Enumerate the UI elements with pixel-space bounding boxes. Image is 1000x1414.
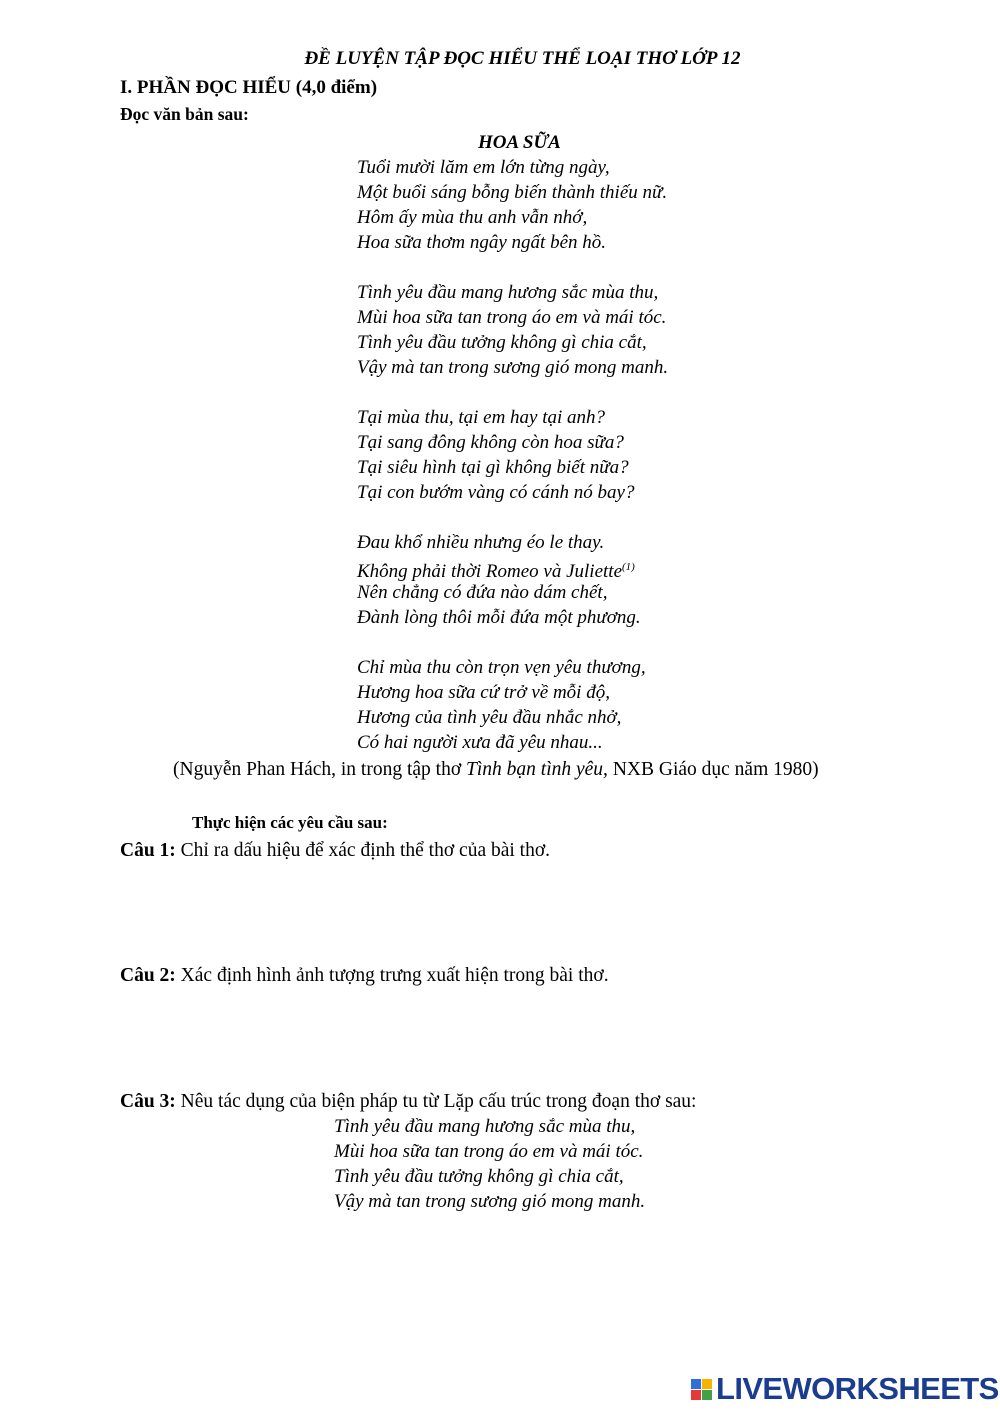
question-3-excerpt: [334, 1114, 894, 1214]
excerpt-line: Tình yêu đầu mang hương sắc mùa thu,: [334, 1116, 636, 1137]
poem-line: Tuổi mười lăm em lớn từng ngày,: [357, 157, 610, 178]
poem-line: Đau khổ nhiều nhưng éo le thay.: [357, 532, 605, 553]
poem-stanza: [357, 155, 917, 255]
poem-line: Một buổi sáng bỗng biến thành thiếu nữ.: [357, 182, 668, 203]
poem-line: Mùi hoa sữa tan trong áo em và mái tóc.: [357, 307, 667, 328]
footnote-marker: (1): [622, 561, 635, 573]
poem-line: Hoa sữa thơm ngây ngất bên hồ.: [357, 232, 607, 253]
section-heading: I. PHẦN ĐỌC HIỂU (4,0 điểm): [120, 77, 378, 98]
poem-line: Có hai người xưa đã yêu nhau...: [357, 732, 603, 753]
liveworksheets-logo: [691, 1372, 999, 1406]
question-text: Chỉ ra dấu hiệu để xác định thể thơ của bài thơ.: [175, 840, 551, 861]
citation-book: Tình bạn tình yêu,: [466, 759, 608, 780]
poem-line: Tại con bướm vàng có cánh nó bay?: [357, 482, 635, 503]
reading-instruction: Đọc văn bản sau:: [120, 104, 249, 124]
logo-square-blue: [691, 1379, 701, 1389]
poem-line: [357, 555, 917, 580]
page-title: ĐỀ LUYỆN TẬP ĐỌC HIỂU THỂ LOẠI THƠ LỚP 12: [304, 48, 741, 69]
poem-stanza: [357, 405, 917, 505]
poem-line: Đành lòng thôi mỗi đứa một phương.: [357, 607, 641, 628]
question-label: Câu 3:: [120, 1091, 176, 1112]
poem-line: Tình yêu đầu mang hương sắc mùa thu,: [357, 282, 659, 303]
poem-stanza: [357, 655, 917, 755]
question-3: [120, 1091, 696, 1113]
question-label: Câu 2:: [120, 965, 176, 986]
question-text: Xác định hình ảnh tượng trưng xuất hiện trong bài thơ.: [175, 965, 609, 986]
poem-stanza: [357, 280, 917, 380]
poem-stanza: [357, 530, 917, 630]
excerpt-line: Vậy mà tan trong sương gió mong manh.: [334, 1191, 646, 1212]
poem-line: Hôm ấy mùa thu anh vẫn nhớ,: [357, 207, 588, 228]
poem-line: Tình yêu đầu tưởng không gì chia cắt,: [357, 332, 647, 353]
excerpt-line: Mùi hoa sữa tan trong áo em và mái tóc.: [334, 1141, 644, 1162]
poem-line: Hương hoa sữa cứ trở về mỗi độ,: [357, 682, 610, 703]
question-text: Nêu tác dụng của biện pháp tu từ Lặp cấu trúc trong đoạn thơ sau:: [175, 1091, 697, 1112]
citation-suffix: NXB Giáo dục năm 1980): [607, 759, 819, 780]
poem-line: Tại mùa thu, tại em hay tại anh?: [357, 407, 606, 428]
logo-text: LIVEWORKSHEETS: [716, 1371, 999, 1406]
question-label: Câu 1:: [120, 840, 176, 861]
question-1: [120, 840, 550, 862]
poem-line: Vậy mà tan trong sương gió mong manh.: [357, 357, 669, 378]
poem-line: Chỉ mùa thu còn trọn vẹn yêu thương,: [357, 657, 646, 678]
requirements-heading: Thực hiện các yêu cầu sau:: [192, 813, 388, 832]
poem-citation: [173, 759, 819, 781]
liveworksheets-logo-icon: [691, 1379, 712, 1400]
excerpt-line: Tình yêu đầu tưởng không gì chia cắt,: [334, 1166, 624, 1187]
poem-title: HOA SỮA: [478, 132, 561, 153]
poem-line: Tại siêu hình tại gì không biết nữa?: [357, 457, 629, 478]
citation-prefix: (Nguyễn Phan Hách, in trong tập thơ: [173, 759, 467, 780]
logo-square-red: [691, 1390, 701, 1400]
question-2: [120, 965, 609, 987]
logo-square-green: [702, 1390, 712, 1400]
poem-line: Tại sang đông không còn hoa sữa?: [357, 432, 624, 453]
poem-body: [357, 155, 917, 755]
poem-line: Nên chẳng có đứa nào dám chết,: [357, 582, 608, 603]
poem-line: Hương của tình yêu đầu nhắc nhở,: [357, 707, 622, 728]
poem-line-text: Không phải thời Romeo và Juliette: [357, 561, 623, 582]
logo-square-yellow: [702, 1379, 712, 1389]
